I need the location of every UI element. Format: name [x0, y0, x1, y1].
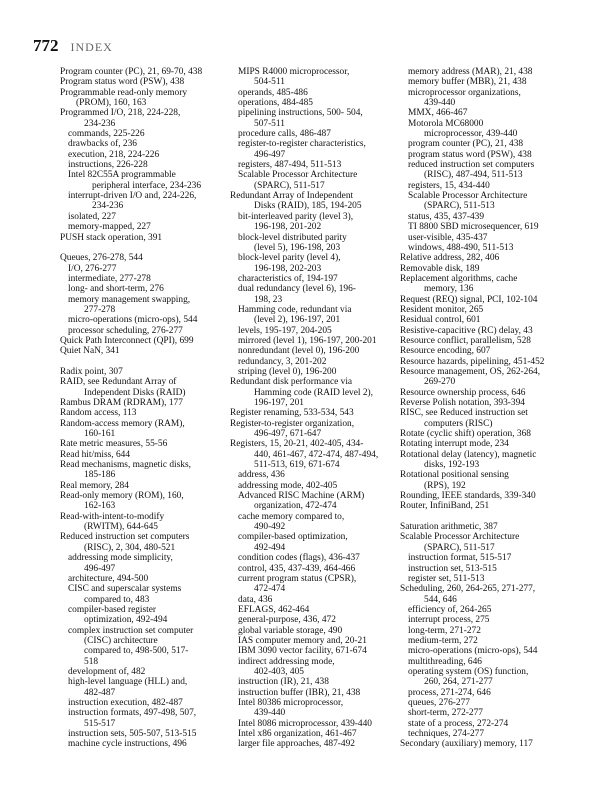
- index-continuation: memory, 136: [424, 284, 474, 295]
- index-entry: Scalable Processor Architecture: [400, 532, 520, 543]
- index-subentry: IBM 3090 vector facility, 671-674: [238, 646, 367, 657]
- index-subentry: instruction format, 515-517: [408, 553, 512, 564]
- index-continuation: Independent Disks (RAID): [84, 387, 186, 398]
- index-subentry: address, 436: [238, 470, 285, 481]
- index-subentry: instruction formats, 497-498, 507,: [68, 708, 197, 719]
- page-number: 772: [33, 36, 59, 55]
- index-subentry: long-term, 271-272: [408, 625, 481, 636]
- index-entry: Resident monitor, 265: [400, 304, 484, 315]
- index-continuation: 196-197, 201: [254, 398, 304, 408]
- index-entry: Resistive-capacitive (RC) delay, 43: [400, 325, 533, 336]
- index-entry: Rounding, IEEE standards, 339-340: [400, 491, 536, 502]
- index-continuation: 439-440: [254, 708, 286, 719]
- index-subentry: compiler-based register: [68, 604, 157, 615]
- index-entry: Rotate (cyclic shift) operation, 368: [400, 429, 531, 440]
- index-subentry: isolated, 227: [68, 211, 116, 222]
- index-column-3: [400, 67, 582, 750]
- index-subentry: memory buffer (MBR), 21, 438: [408, 77, 527, 88]
- index-entry: Program status word (PSW), 438: [60, 77, 185, 88]
- index-entry: Program counter (PC), 21, 69-70, 438: [60, 67, 203, 77]
- index-continuation: 482-487: [84, 687, 116, 698]
- index-subentry: memory address (MAR), 21, 438: [408, 67, 533, 77]
- index-entry: Rate metric measures, 55-56: [60, 439, 168, 450]
- index-entry: Removable disk, 189: [400, 263, 480, 274]
- index-subentry: addressing mode simplicity,: [68, 553, 173, 564]
- index-continuation: 490-492: [254, 522, 286, 533]
- index-entry: PUSH stack operation, 391: [60, 232, 163, 243]
- index-subentry: MIPS R4000 microprocessor,: [238, 67, 350, 77]
- index-entry: Reverse Polish notation, 393-394: [400, 398, 525, 408]
- index-column-1: [60, 67, 236, 750]
- index-continuation: optimization, 492-494: [84, 615, 168, 626]
- index-subentry: pipelining instructions, 500- 504,: [238, 108, 363, 119]
- index-entry: Rotating interrupt mode, 234: [400, 439, 509, 450]
- index-subentry: micro-operations (micro-ops), 544: [408, 646, 538, 657]
- index-entry: Programmed I/O, 218, 224-228,: [60, 108, 181, 119]
- index-subentry: multithreading, 646: [408, 656, 482, 667]
- index-entry: Resource hazards, pipelining, 451-452: [400, 356, 545, 367]
- index-subentry: long- and short-term, 276: [68, 284, 164, 295]
- index-entry: Read-with-intent-to-modify: [60, 511, 165, 522]
- index-entry: Router, InfiniBand, 251: [400, 501, 490, 512]
- index-subentry: commands, 225-226: [68, 129, 145, 140]
- index-continuation: 472-474: [254, 584, 286, 595]
- index-subentry: interrupt process, 275: [408, 615, 490, 626]
- index-subentry: register set, 511-513: [408, 573, 485, 584]
- index-entry: Read hit/miss, 644: [60, 449, 131, 460]
- index-continuation: 160-161: [84, 429, 116, 440]
- index-continuation: 515-517: [84, 718, 116, 729]
- index-continuation: 234-236: [84, 118, 116, 129]
- index-entry: Request (REQ) signal, PCI, 102-104: [400, 294, 538, 305]
- index-subentry: operations, 484-485: [238, 98, 313, 109]
- index-subentry: instructions, 226-228: [68, 160, 148, 171]
- index-subentry: operating system (OS) function,: [408, 666, 529, 677]
- index-continuation: 496-497, 671-647: [254, 429, 322, 440]
- index-entry: RAID, see Redundant Array of: [60, 377, 177, 388]
- index-continuation: compared to, 483: [84, 594, 150, 605]
- index-continuation: 496-497: [84, 563, 116, 574]
- index-subentry: procedure calls, 486-487: [238, 129, 331, 140]
- index-continuation: (RISC), 2, 304, 480-521: [84, 542, 176, 553]
- index-subentry: microprocessor organizations,: [408, 87, 521, 98]
- index-continuation: (SPARC), 511-513: [424, 201, 495, 212]
- index-continuation: (RWITM), 644-645: [84, 522, 158, 533]
- index-subentry: status, 435, 437-439: [408, 211, 485, 222]
- index-subentry: architecture, 494-500: [68, 573, 149, 584]
- index-entry: Random-access memory (RAM),: [60, 418, 185, 429]
- index-entry: Resource encoding, 607: [400, 346, 491, 357]
- index-subentry: mirrored (level 1), 196-197, 200-201: [238, 335, 377, 346]
- index-subentry: instruction set, 513-515: [408, 563, 497, 574]
- index-subentry: block-level distributed parity: [238, 232, 347, 243]
- index-subentry: Motorola MC68000: [408, 118, 484, 129]
- index-entry: Redundant Array of Independent: [230, 191, 354, 202]
- index-subentry: IAS computer memory and, 20-21: [238, 635, 367, 646]
- index-continuation: Disks (RAID), 185, 194-205: [254, 201, 362, 212]
- index-entry: Redundant disk performance via: [230, 377, 353, 388]
- index-entry: Queues, 276-278, 544: [60, 253, 143, 264]
- index-subentry: machine cycle instructions, 496: [68, 739, 187, 750]
- index-continuation: (SPARC), 511-517: [424, 542, 495, 553]
- index-subentry: user-visible, 435-437: [408, 232, 488, 243]
- index-subentry: windows, 488-490, 511-513: [408, 242, 514, 253]
- index-continuation: organization, 472-474: [254, 501, 337, 512]
- index-subentry: Scalable Processor Architecture: [238, 170, 358, 181]
- index-subentry: redundancy, 3, 201-202: [238, 356, 327, 367]
- index-entry: Resource ownership process, 646: [400, 387, 526, 398]
- index-subentry: indirect addressing mode,: [238, 656, 335, 667]
- index-column-2: [230, 67, 400, 750]
- index-subentry: current program status (CPSR),: [238, 573, 357, 584]
- index-subentry: Intel 8086 microprocessor, 439-440: [238, 718, 372, 729]
- index-continuation: 439-440: [424, 98, 456, 109]
- index-continuation: disks, 192-193: [424, 460, 480, 471]
- index-continuation: microprocessor, 439-440: [424, 129, 518, 140]
- index-subentry: efficiency of, 264-265: [408, 604, 492, 615]
- index-entry: Real memory, 284: [60, 480, 129, 491]
- index-subentry: levels, 195-197, 204-205: [238, 325, 332, 336]
- index-continuation: 162-163: [84, 501, 116, 512]
- index-entry: Replacement algorithms, cache: [400, 273, 518, 284]
- index-subentry: I/O, 276-277: [68, 263, 117, 274]
- index-continuation: 196-198, 202-203: [254, 263, 322, 274]
- index-subentry: memory management swapping,: [68, 294, 191, 305]
- index-entry: Quick Path Interconnect (QPI), 699: [60, 335, 194, 346]
- index-subentry: register-to-register characteristics,: [238, 139, 366, 150]
- index-entry: Rotational positional sensing: [400, 470, 509, 481]
- index-subentry: development of, 482: [68, 666, 146, 677]
- index-subentry: short-term, 272-277: [408, 708, 483, 719]
- index-continuation: 269-270: [424, 377, 456, 388]
- index-continuation: Hamming code (RAID level 2),: [254, 387, 373, 398]
- section-gap: [400, 512, 582, 522]
- index-subentry: techniques, 274-277: [408, 729, 485, 739]
- index-continuation: (RPS), 192: [424, 480, 466, 491]
- index-continuation: 492-494: [254, 542, 286, 553]
- index-entry: Residual control, 601: [400, 315, 481, 326]
- index-continuation: compared to, 498-500, 517-: [84, 646, 189, 657]
- index-subentry: dual redundancy (level 6), 196-: [238, 284, 356, 295]
- index-continuation: 440, 461-467, 472-474, 487-494,: [254, 449, 379, 460]
- index-subentry: interrupt-driven I/O and, 224-226,: [68, 191, 197, 202]
- index-subentry: registers, 487-494, 511-513: [238, 160, 342, 171]
- index-subentry: Intel 80386 microprocessor,: [238, 697, 344, 708]
- index-continuation: (level 5), 196-198, 203: [254, 242, 341, 253]
- index-subentry: CISC and superscalar systems: [68, 584, 182, 595]
- index-subentry: queues, 276-277: [408, 697, 470, 708]
- index-subentry: complex instruction set computer: [68, 625, 194, 636]
- index-continuation: (PROM), 160, 163: [76, 98, 147, 109]
- index-continuation: 198, 23: [254, 294, 283, 305]
- index-subentry: memory-mapped, 227: [68, 222, 151, 233]
- index-subentry: characteristics of, 194-197: [238, 273, 338, 284]
- index-subentry: processor scheduling, 276-277: [68, 325, 183, 336]
- index-subentry: process, 271-274, 646: [408, 687, 491, 698]
- index-entry: RISC, see Reduced instruction set: [400, 408, 528, 419]
- index-entry: Random access, 113: [60, 408, 137, 419]
- index-subentry: instruction buffer (IBR), 21, 438: [238, 687, 361, 698]
- index-entry: Read mechanisms, magnetic disks,: [60, 460, 191, 471]
- index-subentry: program status word (PSW), 438: [408, 149, 532, 160]
- index-subentry: instruction (IR), 21, 438: [238, 677, 329, 688]
- index-subentry: TI 8800 SBD microsequencer, 619: [408, 222, 539, 233]
- index-entry: Saturation arithmetic, 387: [400, 522, 498, 533]
- index-subentry: instruction sets, 505-507, 513-515: [68, 729, 197, 739]
- index-continuation: (CISC) architecture: [84, 635, 158, 646]
- index-entry: Scheduling, 260, 264-265, 271-277,: [400, 584, 536, 595]
- index-subentry: data, 436: [238, 594, 273, 605]
- index-entry: Rambus DRAM (RDRAM), 177: [60, 398, 183, 408]
- index-subentry: Hamming code, redundant via: [238, 304, 352, 315]
- index-entry: Registers, 15, 20-21, 402-405, 434-: [230, 439, 364, 450]
- index-continuation: (SPARC), 511-517: [254, 180, 325, 191]
- index-subentry: micro-operations (micro-ops), 544: [68, 315, 198, 326]
- index-subentry: Intel x86 organization, 461-467: [238, 729, 357, 739]
- index-subentry: medium-term, 272: [408, 635, 478, 646]
- index-entry: Reduced instruction set computers: [60, 532, 190, 543]
- index-entry: Register renaming, 533-534, 543: [230, 408, 354, 419]
- index-subentry: Scalable Processor Architecture: [408, 191, 528, 202]
- index-subentry: Advanced RISC Machine (ARM): [238, 491, 365, 502]
- index-subentry: general-purpose, 436, 472: [238, 615, 336, 626]
- index-entry: Quiet NaN, 341: [60, 346, 120, 357]
- page-header: [33, 36, 113, 56]
- index-subentry: state of a process, 272-274: [408, 718, 509, 729]
- index-subentry: control, 435, 437-439, 464-466: [238, 563, 356, 574]
- index-subentry: larger file approaches, 487-492: [238, 739, 355, 750]
- index-subentry: compiler-based optimization,: [238, 532, 348, 543]
- index-entry: Register-to-register organization,: [230, 418, 355, 429]
- index-continuation: 544, 646: [424, 594, 457, 605]
- index-continuation: computers (RISC): [424, 418, 493, 429]
- section-gap: [60, 243, 236, 253]
- index-subentry: addressing mode, 402-405: [238, 480, 338, 491]
- index-continuation: 511-513, 619, 671-674: [254, 460, 340, 471]
- index-subentry: Intel 82C55A programmable: [68, 170, 176, 181]
- index-subentry: program counter (PC), 21, 438: [408, 139, 524, 150]
- index-continuation: 277-278: [84, 304, 116, 315]
- header-title: INDEX: [70, 40, 113, 54]
- index-subentry: global variable storage, 490: [238, 625, 343, 636]
- index-subentry: nonredundant (level 0), 196-200: [238, 346, 360, 357]
- index-subentry: intermediate, 277-278: [68, 273, 151, 284]
- index-continuation: peripheral interface, 234-236: [92, 180, 202, 191]
- index-subentry: bit-interleaved parity (level 3),: [238, 211, 354, 222]
- index-continuation: 234-236: [92, 201, 124, 212]
- index-continuation: 496-497: [254, 149, 286, 160]
- index-subentry: condition codes (flags), 436-437: [238, 553, 360, 564]
- index-continuation: 402-403, 405: [254, 666, 304, 677]
- index-subentry: reduced instruction set computers: [408, 160, 535, 171]
- index-continuation: 185-186: [84, 470, 116, 481]
- index-entry: Secondary (auxiliary) memory, 117: [400, 739, 533, 750]
- index-entry: Rotational delay (latency), magnetic: [400, 449, 537, 460]
- index-continuation: 518: [84, 656, 99, 667]
- index-entry: Relative address, 282, 406: [400, 253, 500, 264]
- index-continuation: 260, 264, 271-277: [424, 677, 493, 688]
- index-continuation: (RISC), 487-494, 511-513: [424, 170, 523, 181]
- section-gap: [60, 357, 236, 367]
- index-subentry: execution, 218, 224-226: [68, 149, 160, 160]
- index-entry: Radix point, 307: [60, 366, 123, 377]
- index-continuation: 196-198, 201-202: [254, 222, 322, 233]
- index-entry: Resource conflict, parallelism, 528: [400, 335, 531, 346]
- index-subentry: registers, 15, 434-440: [408, 180, 490, 191]
- index-entry: Read-only memory (ROM), 160,: [60, 491, 184, 502]
- index-subentry: MMX, 466-467: [408, 108, 468, 119]
- index-subentry: EFLAGS, 462-464: [238, 604, 310, 615]
- index-continuation: (level 2), 196-197, 201: [254, 315, 341, 326]
- index-entry: Resource management, OS, 262-264,: [400, 366, 541, 377]
- index-subentry: striping (level 0), 196-200: [238, 366, 337, 377]
- index-continuation: 507-511: [254, 118, 285, 129]
- index-subentry: high-level language (HLL) and,: [68, 677, 188, 688]
- index-subentry: drawbacks of, 236: [68, 139, 137, 150]
- index-subentry: instruction execution, 482-487: [68, 697, 183, 708]
- index-subentry: block-level parity (level 4),: [238, 253, 341, 264]
- index-entry: Programmable read-only memory: [60, 87, 188, 98]
- index-subentry: cache memory compared to,: [238, 511, 345, 522]
- index-continuation: 504-511: [254, 77, 285, 88]
- index-subentry: operands, 485-486: [238, 87, 308, 98]
